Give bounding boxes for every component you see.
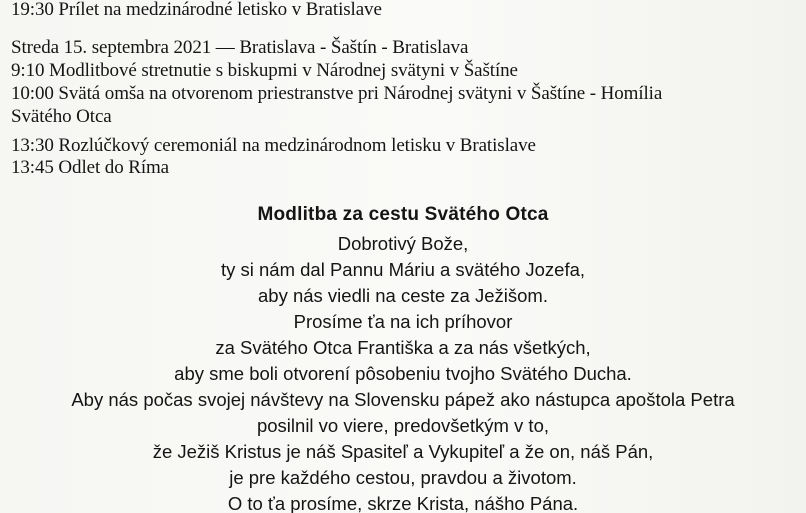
schedule-item: 13:30 Rozlúčkový ceremoniál na medzinárodnom letisku v Bratislave	[11, 135, 536, 156]
prayer-line: za Svätého Otca Františka a za nás všetkých,	[215, 337, 591, 358]
prayer-title: Modlitba za cestu Svätého Otca	[257, 204, 549, 225]
prayer-line: Dobrotivý Bože,	[337, 233, 469, 254]
schedule-arrival-line: 19:30 Prílet na medzinárodné letisko v Bratislave	[11, 0, 382, 20]
prayer-line: O to ťa prosíme, skrze Krista, nášho Pána.	[227, 493, 579, 513]
prayer-line: je pre každého cestou, pravdou a životom.	[229, 467, 577, 488]
schedule-item: 10:00 Svätá omša na otvorenom priestranstve pri Národnej svätyni v Šaštíne - Homília	[11, 83, 663, 104]
prayer-line: že Ježiš Kristus je náš Spasiteľ a Vykupiteľ a že on, náš Pán,	[152, 441, 654, 462]
schedule-item: 9:10 Modlitbové stretnutie s biskupmi v Národnej svätyni v Šaštíne	[11, 60, 518, 81]
schedule-item-continuation: Svätého Otca	[11, 106, 112, 127]
schedule-day-header: Streda 15. septembra 2021 — Bratislava - Šaštín - Bratislava	[11, 37, 469, 58]
prayer-line: aby sme boli otvorení pôsobeniu tvojho Svätého Ducha.	[174, 363, 632, 384]
prayer-line: aby nás viedli na ceste za Ježišom.	[258, 285, 548, 306]
prayer-line: ty si nám dal Pannu Máriu a svätého Jozefa,	[220, 259, 586, 280]
prayer-line: posilnil vo viere, predovšetkým v to,	[256, 415, 549, 436]
prayer-line: Prosíme ťa na ich príhovor	[293, 311, 513, 332]
schedule-item: 13:45 Odlet do Ríma	[11, 157, 170, 178]
prayer-line: Aby nás počas svojej návštevy na Slovensku pápež ako nástupca apoštola Petra	[71, 389, 735, 410]
